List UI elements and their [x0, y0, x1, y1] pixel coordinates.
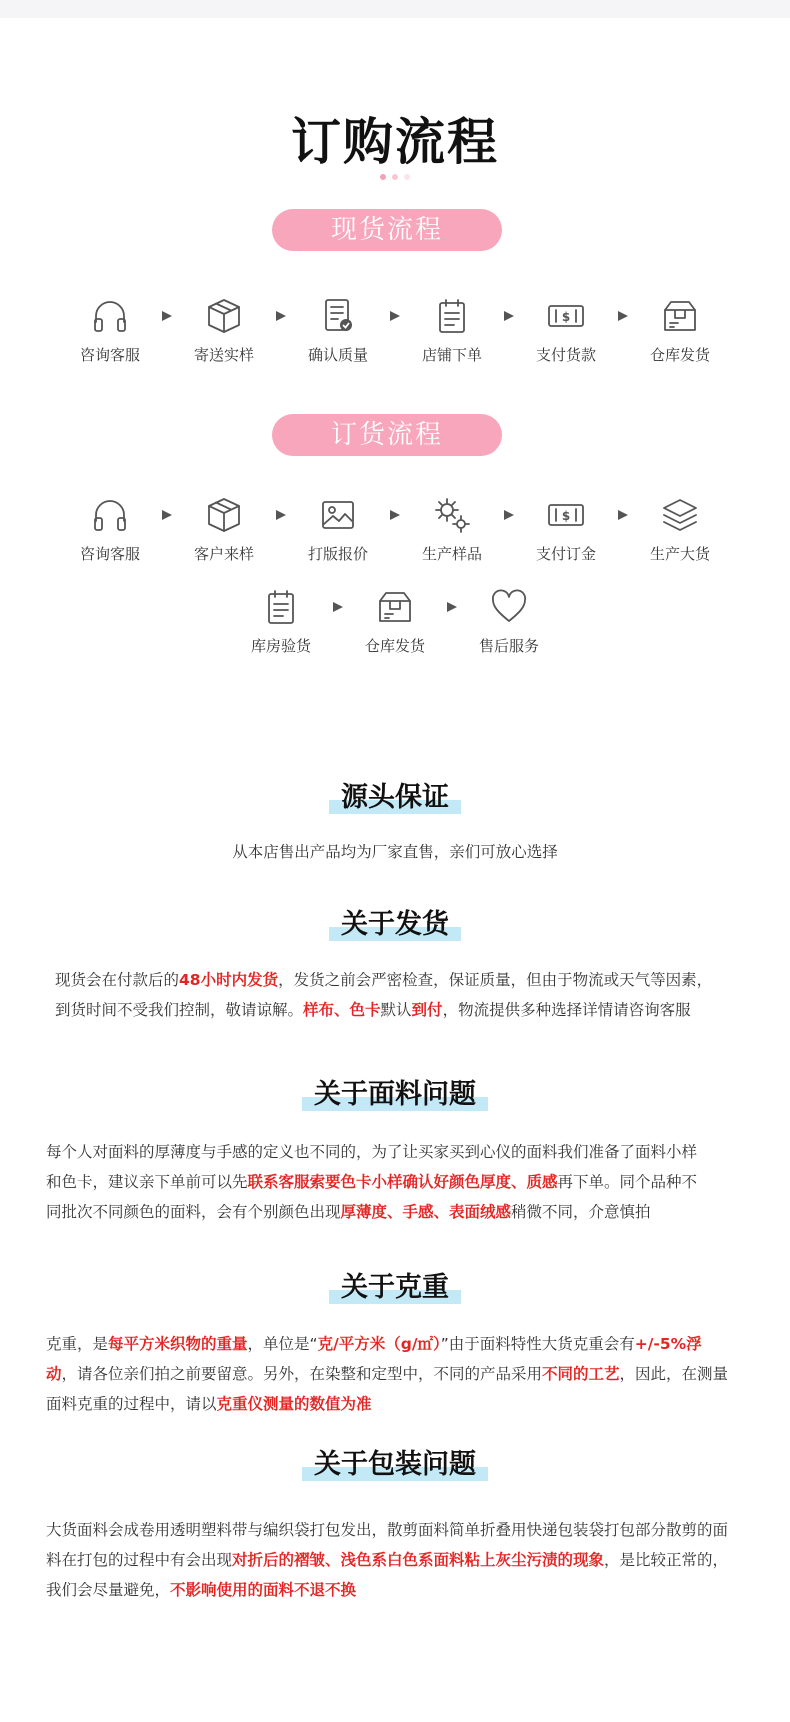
headset-icon — [67, 296, 153, 336]
spot-step — [295, 296, 381, 365]
order-step — [409, 495, 495, 564]
warehouse-icon — [637, 296, 723, 336]
gears-icon — [409, 495, 495, 535]
spot-process-badge: 现货流程 — [272, 209, 502, 251]
packing-text: 大货面料会成卷用透明塑料带与编织袋打包发出，散剪面料简单折叠用快递包装袋打包部分散剪的面 料在打包的过程中有会出现对折后的褶皱、浅色系白色系面料粘上灰尘污渍的现象，是比较正常的， 我们会尽量避免，不影响使用的面料不退不换 — [46, 1521, 729, 1599]
step-label: 咨询客服 — [79, 545, 140, 563]
order-process-badge: 订货流程 — [272, 414, 502, 456]
source-text: 从本店售出产品均为厂家直售，亲们可放心选择 — [232, 843, 558, 861]
step-label: 咨询客服 — [79, 346, 140, 364]
step-label: 仓库发货 — [364, 637, 425, 655]
step-label: 仓库发货 — [649, 346, 710, 364]
arrow-right-icon — [267, 495, 295, 535]
order-step — [352, 587, 438, 656]
money-icon — [523, 296, 609, 336]
spot-step — [637, 296, 723, 365]
top-bar — [0, 0, 790, 18]
spot-step — [67, 296, 153, 365]
fabric-text: 每个人对面料的厚薄度与手感的定义也不同的，为了让买家买到心仪的面料我们准备了面料小样 和色卡，建议亲下单前可以先联系客服索要色卡小样确认好颜色厚度、质感再下单。同个品种不 同批次不同颜色的面料，会有个别颜色出现厚薄度、手感、表面绒感稍微不同，介意慎拍 — [46, 1143, 698, 1221]
order-step — [295, 495, 381, 564]
section-title-source: 源头保证 — [0, 780, 790, 816]
layers-icon — [637, 495, 723, 535]
section-title-shipping: 关于发货 — [0, 907, 790, 943]
section-title-fabric: 关于面料问题 — [0, 1077, 790, 1113]
weight-text: 克重，是每平方米织物的重量，单位是“克/平方米（g/㎡）”由于面料特性大货克重会有+/-5%浮 动，请各位亲们拍之前要留意。另外，在染整和定型中，不同的产品采用不同的工艺，因此，在测量 面料克重的过程中，请以克重仪测量的数值为准 — [46, 1335, 729, 1413]
step-label: 确认质量 — [307, 346, 368, 364]
arrow-right-icon — [267, 296, 295, 336]
arrow-right-icon — [153, 495, 181, 535]
box-icon — [181, 495, 267, 535]
section-title-weight: 关于克重 — [0, 1270, 790, 1306]
order-step — [523, 495, 609, 564]
image-icon — [295, 495, 381, 535]
arrow-right-icon — [609, 296, 637, 336]
order-process-steps — [0, 495, 790, 564]
step-label: 售后服务 — [478, 637, 539, 655]
spot-step — [181, 296, 267, 365]
order-step — [238, 587, 324, 656]
step-label: 打版报价 — [307, 545, 368, 563]
headset-icon — [67, 495, 153, 535]
step-label: 生产样品 — [421, 545, 482, 563]
spot-process-steps — [0, 296, 790, 365]
money-icon — [523, 495, 609, 535]
page-title: 订购流程 — [291, 113, 499, 171]
arrow-right-icon — [381, 296, 409, 336]
arrow-right-icon — [438, 587, 466, 627]
warehouse-icon — [352, 587, 438, 627]
arrow-right-icon — [495, 495, 523, 535]
step-label: 库房验货 — [250, 637, 311, 655]
step-label: 寄送实样 — [193, 346, 254, 364]
order-process-steps-row2 — [0, 587, 790, 656]
heart-icon — [466, 587, 552, 627]
order-step — [67, 495, 153, 564]
spot-step — [523, 296, 609, 365]
arrow-right-icon — [324, 587, 352, 627]
order-step — [637, 495, 723, 564]
step-label: 生产大货 — [649, 545, 710, 563]
step-label: 支付货款 — [535, 346, 596, 364]
svg-text:$: $ — [561, 509, 571, 523]
arrow-right-icon — [609, 495, 637, 535]
step-label: 客户来样 — [193, 545, 254, 563]
document-check-icon — [295, 296, 381, 336]
shipping-text: 现货会在付款后的48小时内发货，发货之前会严密检查，保证质量，但由于物流或天气等因素， 到货时间不受我们控制，敬请谅解。样布、色卡默认到付，物流提供多种选择详情请咨询客服 — [55, 971, 713, 1019]
arrow-right-icon — [495, 296, 523, 336]
svg-text:$: $ — [561, 310, 571, 324]
clipboard-icon — [409, 296, 495, 336]
order-step — [466, 587, 552, 656]
arrow-right-icon — [153, 296, 181, 336]
step-label: 支付订金 — [535, 545, 596, 563]
box-icon — [181, 296, 267, 336]
title-dots — [0, 174, 790, 180]
clipboard-icon — [238, 587, 324, 627]
step-label: 店铺下单 — [421, 346, 482, 364]
section-title-packing: 关于包装问题 — [0, 1447, 790, 1483]
arrow-right-icon — [381, 495, 409, 535]
order-step — [181, 495, 267, 564]
spot-step — [409, 296, 495, 365]
